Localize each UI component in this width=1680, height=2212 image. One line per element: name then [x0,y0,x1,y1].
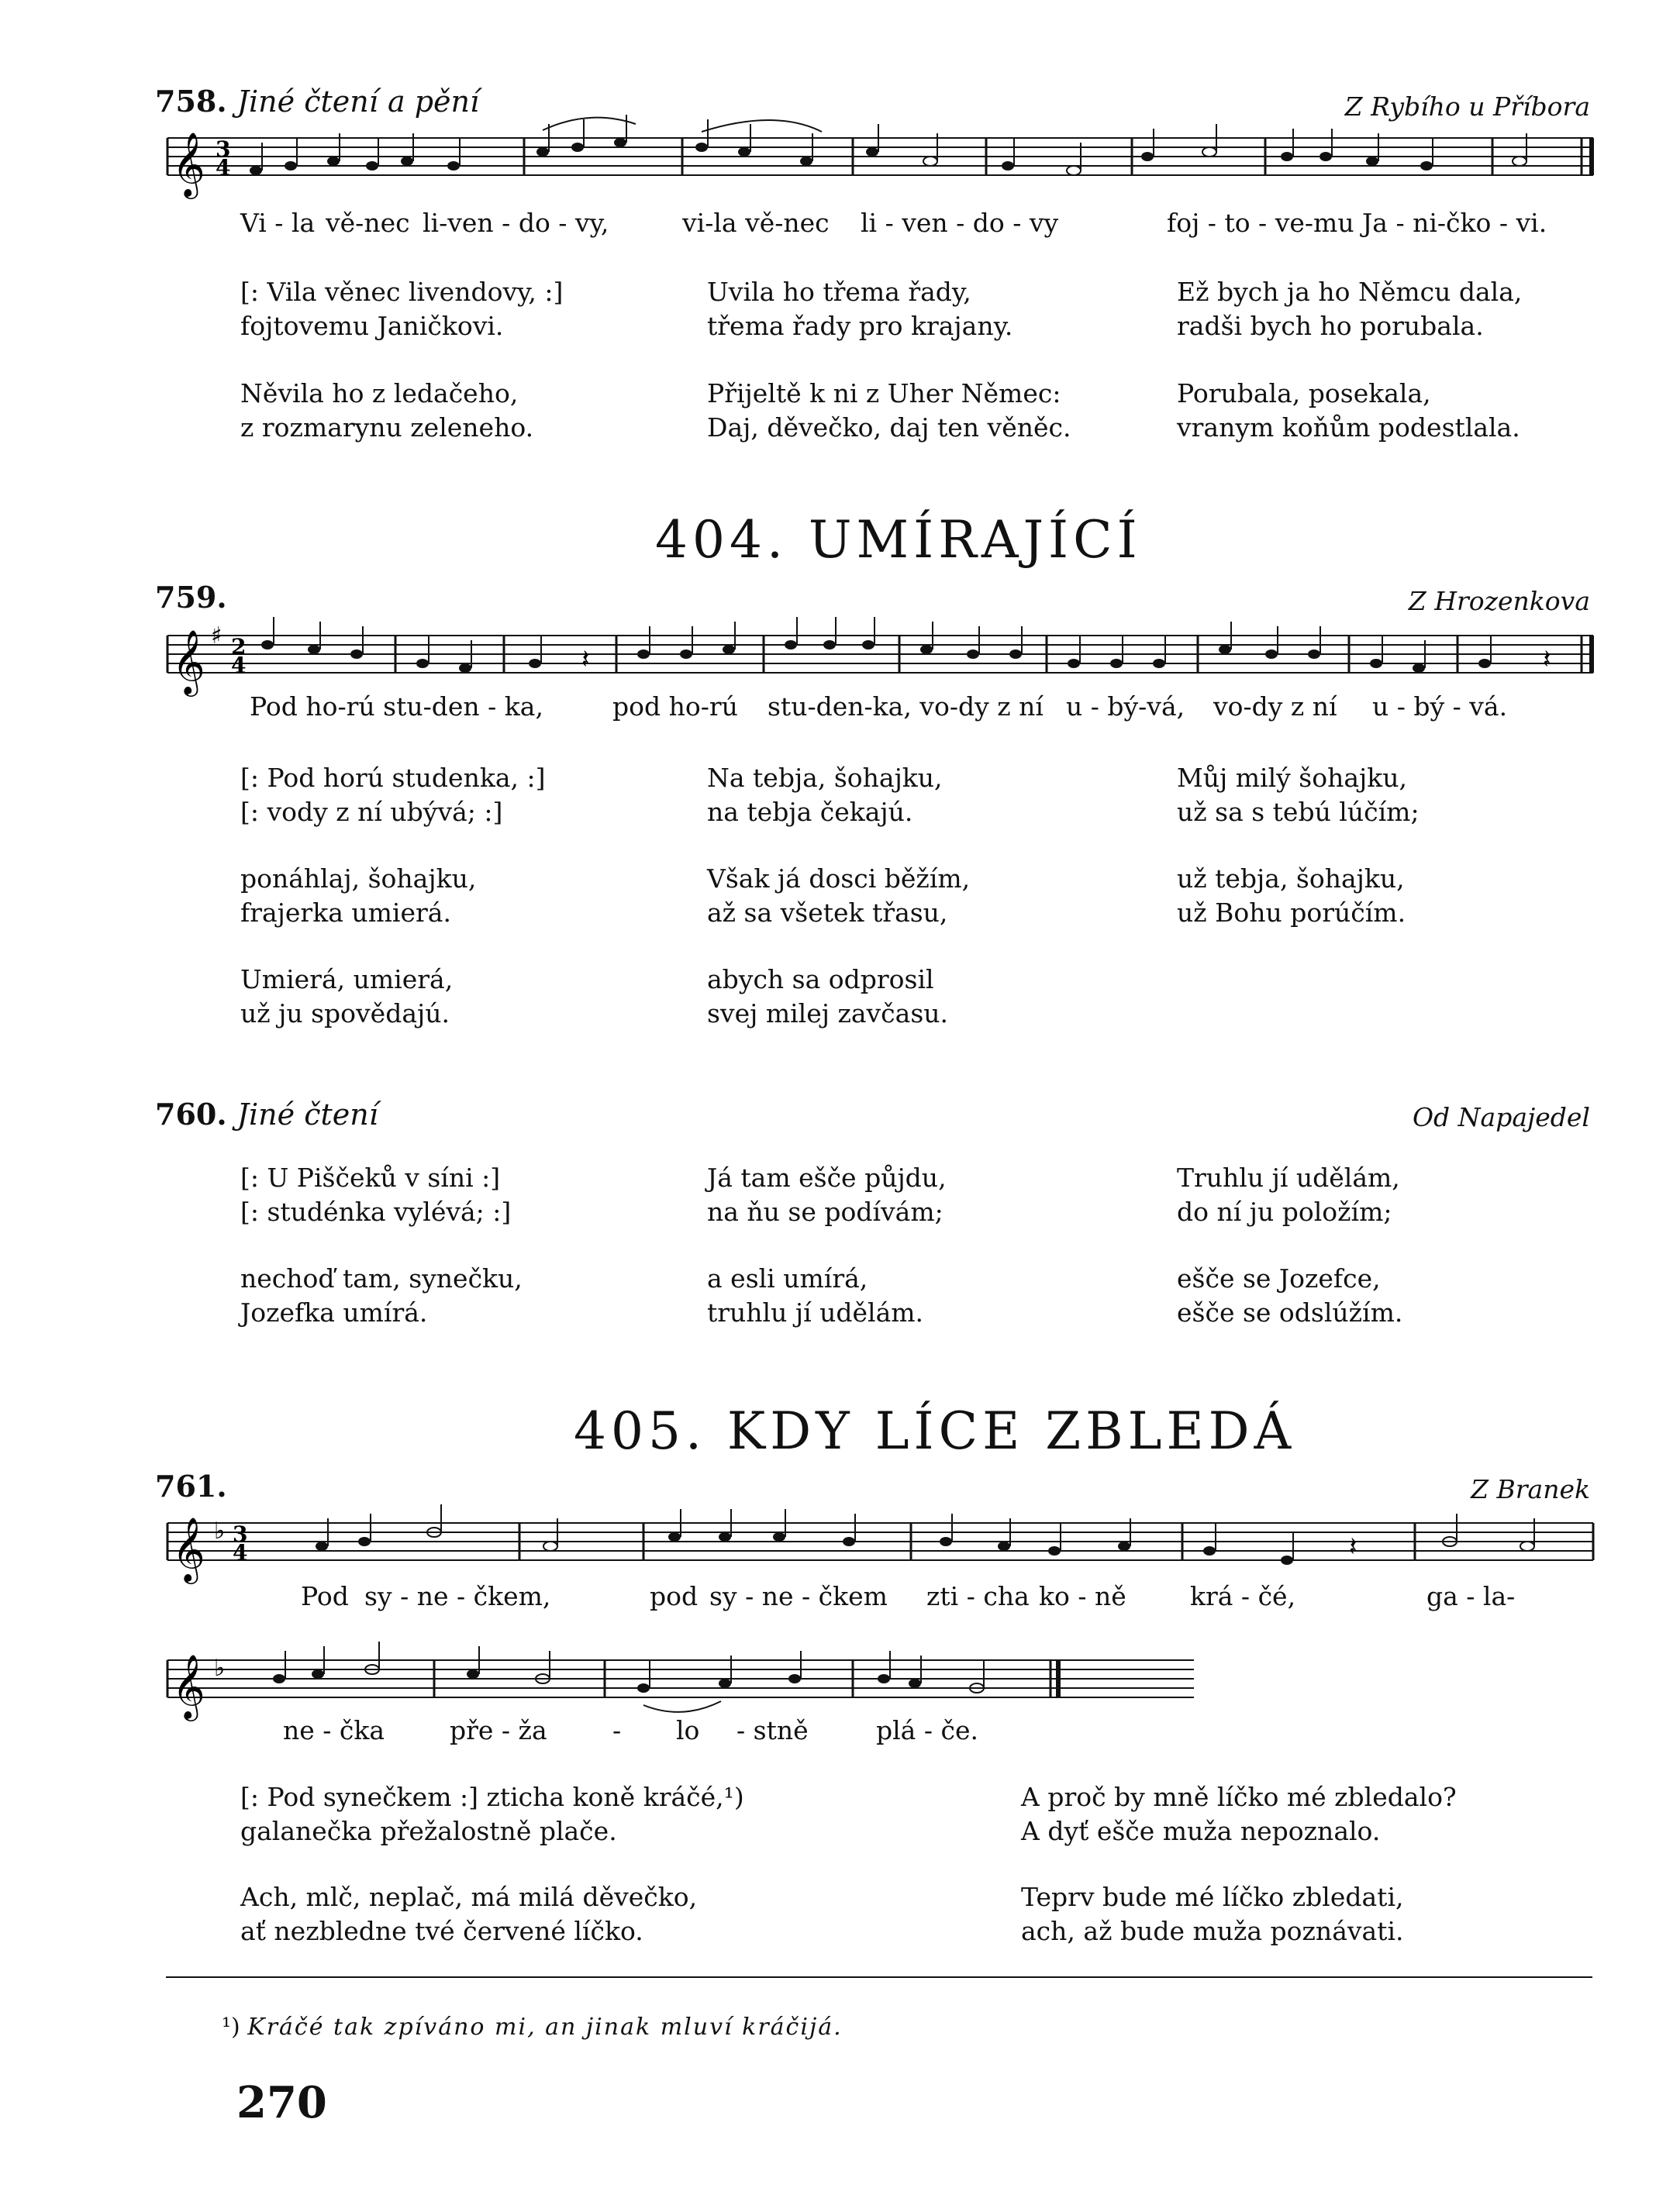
lyric-syllable: zti - cha [926,1581,1030,1611]
svg-text:♭: ♭ [214,1518,226,1545]
lyric-syllable: Pod [301,1581,349,1611]
lyric-syllable: Pod ho-rú stu-den - ka, [250,691,543,722]
staff-761-a [167,1504,1593,1584]
verse-758-2: Uvila ho třema řady, třema řady pro krajany. [707,277,1013,341]
lyric-syllable: sy - ne - čkem, [364,1581,551,1611]
verse-760-5: a esli umírá, truhlu jí udělám. [707,1263,924,1328]
svg-text:♭: ♭ [214,1655,226,1682]
verse-761-1: [: Pod synečkem :] zticha koně kráčé,¹) galanečka přežalostně plače. [240,1782,744,1846]
verse-760-3: Truhlu jí udělám, do ní ju položím; [1177,1163,1400,1227]
staff-758 [167,115,1593,199]
section-title-405: 405. KDY LÍCE ZBLEDÁ [574,1401,1296,1461]
verse-761-4: Teprv bude mé líčko zbledati, ach, až bude muža poznávati. [1021,1882,1404,1946]
verse-758-5: Přijeltě k ni z Uher Němec: Daj, děvečko, daj ten věněc. [707,378,1071,443]
verse-758-6: Porubala, posekala, vranym koňům podestlala. [1177,378,1520,443]
lyric-syllable: ga - la- [1426,1581,1516,1611]
lyrics-759 [0,691,1680,722]
verse-760-1: [: U Piščeků v síni :] [: studénka vylévá; :] [240,1163,512,1227]
verse-760-4: nechoď tam, synečku, Jozefka umírá. [240,1263,523,1328]
svg-text:4: 4 [216,155,231,181]
lyric-syllable: u - bý-vá, [1066,691,1185,722]
verse-760-2: Já tam ešče půjdu, na ňu se podívám; [707,1163,947,1227]
svg-text:♯: ♯ [211,622,223,649]
lyric-syllable: - [612,1715,622,1745]
verse-760-6: ešče se Jozefce, ešče se odslúžím. [1177,1263,1403,1328]
lyrics-761-b [0,1715,1680,1746]
svg-text:𝄽: 𝄽 [1349,1532,1357,1563]
lyric-syllable: foj - to - ve-mu Ja - ni-čko - vi. [1167,208,1547,238]
song-subtitle-758: Jiné čtení a pění [236,84,480,119]
section-title-404: 404. UMÍRAJÍCÍ [655,510,1142,570]
lyric-syllable: pod ho-rú [612,691,738,722]
lyric-syllable: lo [676,1715,700,1745]
song-origin-760: Od Napajedel [1413,1102,1590,1132]
lyric-syllable: pod [650,1581,699,1611]
footnote-marker: ¹) [222,2014,240,2041]
lyric-syllable: sy - ne - čkem [709,1581,888,1611]
svg-text:3: 3 [233,1521,248,1547]
song-origin-759: Z Hrozenkova [1408,586,1590,616]
staff-761-b [167,1642,1194,1721]
verse-759-8: abych sa odprosil svej milej zavčasu. [707,964,949,1028]
verse-758-4: Něvila ho z ledačeho, z rozmarynu zeleneho. [240,378,534,443]
verse-759-2: Na tebja, šohajku, na tebja čekajú. [707,763,943,827]
lyric-syllable: vo-dy z ní [1213,691,1337,722]
song-origin-758: Z Rybího u Příbora [1344,91,1590,122]
footnote-rule [166,1976,1592,1978]
lyric-syllable: ko - ně [1039,1581,1126,1611]
svg-text:𝄞: 𝄞 [172,1653,205,1718]
lyric-syllable: u - bý - vá. [1372,691,1508,722]
svg-text:𝄞: 𝄞 [172,1516,205,1581]
lyric-syllable: vi-la vě-nec [682,208,830,238]
verse-759-6: už tebja, šohajku, už Bohu porúčím. [1177,863,1406,928]
svg-text:𝄞: 𝄞 [172,629,205,694]
song-number-760: 760. Jiné čtení [155,1097,378,1132]
svg-text:2: 2 [231,634,247,660]
svg-text:𝄽: 𝄽 [1543,644,1551,675]
song-number-761: 761. [155,1469,227,1504]
lyric-syllable: Vi - la [240,208,316,238]
svg-text:𝄞: 𝄞 [172,131,205,196]
verse-759-5: Však já dosci běžím, až sa všetek třasu, [707,863,971,928]
verse-761-2: A proč by mně líčko mé zbledalo? A dyť ešče muža nepoznalo. [1021,1782,1457,1846]
lyrics-758 [0,208,1680,239]
lyric-syllable: pře - ža [450,1715,547,1745]
verse-761-3: Ach, mlč, neplač, má milá děvečko, ať nezbledne tvé červené líčko. [240,1882,698,1946]
lyric-syllable: ne - čka [283,1715,385,1745]
verse-758-1: [: Vila věnec livendovy, :] fojtovemu Janičkovi. [240,277,564,341]
svg-text:𝄽: 𝄽 [581,644,590,675]
page-number: 270 [236,2077,327,2128]
song-subtitle-760: Jiné čtení [236,1097,378,1132]
song-origin-761: Z Branek [1471,1474,1590,1504]
song-number-758: 758. Jiné čtení a pění [155,84,480,119]
svg-text:3: 3 [216,136,231,162]
lyric-syllable: stu-den-ka, vo-dy z ní [768,691,1044,722]
lyric-syllable: li - ven - do - vy [861,208,1059,238]
lyric-syllable: - stně [737,1715,809,1745]
svg-text:4: 4 [233,1540,248,1566]
footnote [222,2014,843,2041]
footnote-text: Kráčé tak zpíváno mi, an jinak mluví kráčijá. [247,2014,843,2041]
verse-759-4: ponáhlaj, šohajku, frajerka umierá. [240,863,477,928]
lyric-syllable: plá - če. [876,1715,978,1745]
verse-758-3: Ež bych ja ho Němcu dala, radši bych ho porubala. [1177,277,1523,341]
verse-759-1: [: Pod horú studenka, :] [: vody z ní ubývá; :] [240,763,546,827]
lyric-syllable: vě-nec [326,208,410,238]
staff-759 [167,617,1593,697]
svg-text:4: 4 [231,653,247,678]
lyric-syllable: li-ven - do - vy, [423,208,609,238]
song-number-759: 759. [155,580,227,615]
lyrics-761-a [0,1581,1680,1612]
verse-759-3: Můj milý šohajku, už sa s tebú lúčím; [1177,763,1420,827]
lyric-syllable: krá - čé, [1190,1581,1296,1611]
verse-759-7: Umierá, umierá, už ju spovědajú. [240,964,454,1028]
